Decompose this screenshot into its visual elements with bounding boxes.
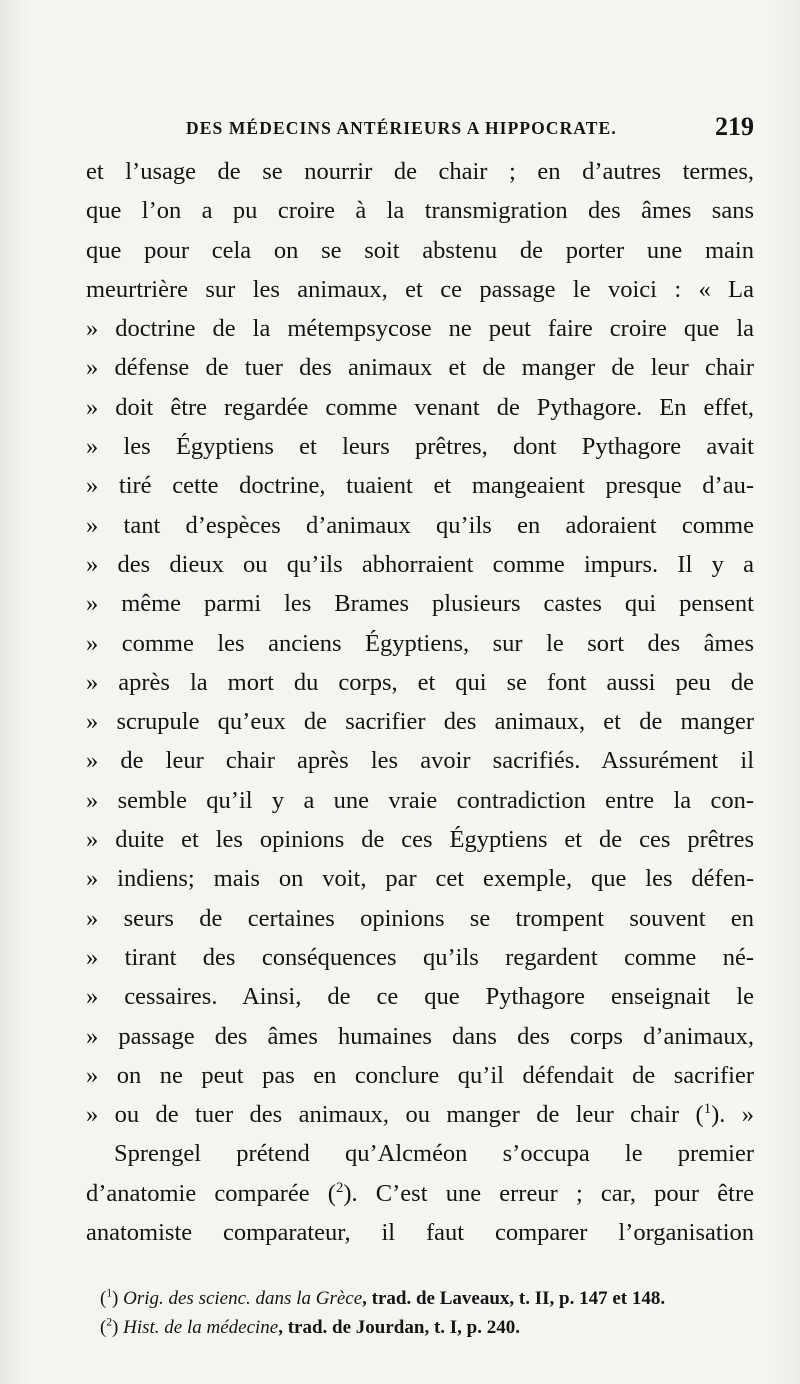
footnote-mark: 2 (106, 1316, 113, 1329)
text-line: » de leur chair après les avoir sacrifiés. Assurément il (86, 747, 754, 775)
footnote-text: , trad. de Laveaux, t. II, p. 147 et 148. (362, 1288, 666, 1309)
text-line: » après la mort du corps, et qui se font aussi peu de (86, 668, 754, 696)
quote-close: . » (719, 1101, 754, 1129)
text-line: » tirant des conséquences qu’ils regardent comme né- (86, 943, 754, 971)
text-line: Sprengel prétend qu’Alcméon s’occupa le premier (114, 1140, 754, 1168)
footnote-text: , trad. de Jourdan, t. I, p. 240. (278, 1317, 520, 1338)
text-line: d’anatomie comparée ($^2$). C’est une erreur ; car, pour être (86, 1179, 754, 1207)
text-line: meurtrière sur les animaux, et ce passage le voici : « La (86, 275, 754, 303)
page-header (86, 112, 754, 146)
text-line: anatomiste comparateur, il faut comparer l’organisation (86, 1219, 754, 1247)
text-line: » passage des âmes humaines dans des corps d’animaux, (86, 1022, 754, 1050)
footnote-ref: 2 (335, 1179, 344, 1196)
footnote: ($^2$) Hist. de la médecine, trad. de Jourdan, t. I, p. 240. (100, 1316, 520, 1338)
text-line: » des dieux ou qu’ils abhorraient comme impurs. Il y a (86, 550, 754, 578)
text-line: » défense de tuer des animaux et de manger de leur chair (86, 354, 754, 382)
text-line: » ou de tuer des animaux, ou manger de leur chair ($^1$). » (86, 1100, 754, 1129)
text-line: » les Égyptiens et leurs prêtres, dont Pythagore avait (86, 433, 754, 461)
text-line: » même parmi les Brames plusieurs castes qui pensent (86, 590, 754, 618)
text-line: » indiens; mais on voit, par cet exemple, que les défen- (86, 865, 754, 893)
text-line: » semble qu’il y a une vraie contradiction entre la con- (86, 786, 754, 814)
text-line: » cessaires. Ainsi, de ce que Pythagore enseignait le (86, 983, 754, 1011)
text-line-content: » ou de tuer des animaux, ou manger de leur chair (86, 1101, 680, 1129)
text-line-content: . C’est une erreur ; car, pour être (351, 1179, 754, 1207)
text-line: et l’usage de se nourrir de chair ; en d’autres termes, (86, 158, 754, 185)
running-title: DES MÉDECINS ANTÉRIEURS A HIPPOCRATE. (186, 118, 617, 138)
text-line: » seurs de certaines opinions se trompent souvent en (86, 904, 754, 932)
text-line: » tant d’espèces d’animaux qu’ils en adoraient comme (86, 511, 754, 539)
body-text (86, 152, 754, 1252)
text-line-content: d’anatomie comparée (86, 1179, 310, 1207)
footnote-ref: 1 (703, 1100, 712, 1117)
text-line: » comme les anciens Égyptiens, sur le sort des âmes (86, 629, 754, 657)
text-line: que l’on a pu croire à la transmigration des âmes sans (86, 197, 754, 225)
text-line: » doctrine de la métempsycose ne peut faire croire que la (86, 315, 754, 343)
footnotes (100, 1284, 754, 1342)
text-line: que pour cela on se soit abstenu de porter une main (86, 236, 754, 264)
text-line: » on ne peut pas en conclure qu’il défendait de sacrifier (86, 1061, 754, 1089)
footnote: ($^1$) Orig. des scienc. dans la Grèce, trad. de Laveaux, t. II, p. 147 et 148. (100, 1287, 666, 1309)
text-line: » scrupule qu’eux de sacrifier des animaux, et de manger (86, 708, 754, 736)
footnote-mark: 1 (106, 1287, 113, 1300)
footnote-title: Orig. des scienc. dans la Grèce (123, 1288, 363, 1309)
text-line: » duite et les opinions de ces Égyptiens et de ces prêtres (86, 826, 754, 854)
text-line: » tiré cette doctrine, tuaient et mangeaient presque d’au- (86, 472, 754, 500)
text-line: » doit être regardée comme venant de Pythagore. En effet, (86, 393, 754, 421)
page-number: 219 (715, 112, 754, 141)
footnote-title: Hist. de la médecine (123, 1317, 279, 1338)
